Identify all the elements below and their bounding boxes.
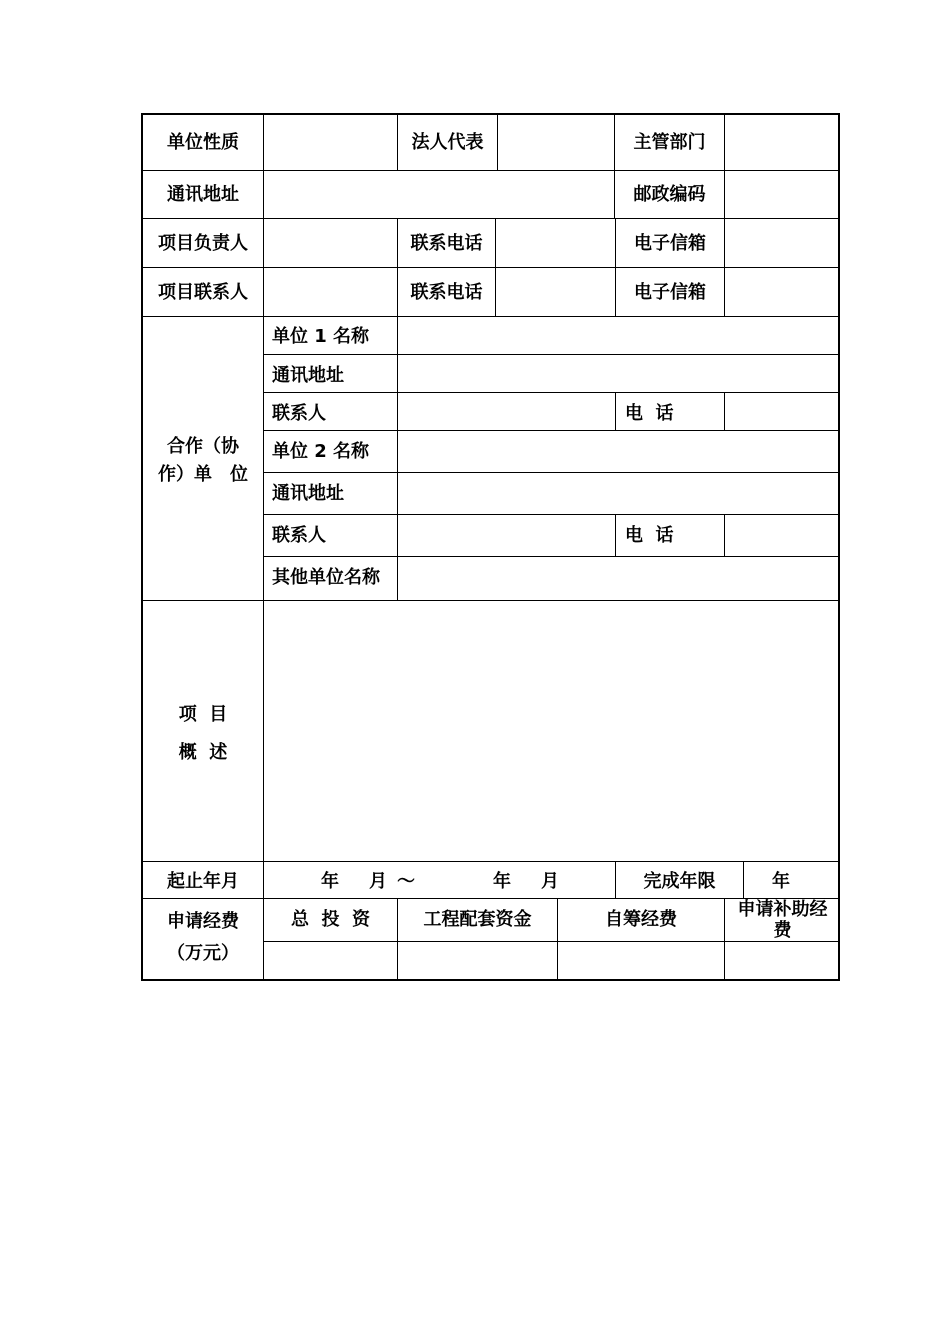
duration-field[interactable]	[744, 862, 840, 898]
total-investment-header: 总 投 资	[290, 909, 371, 930]
contact-label: 项目联系人	[158, 282, 248, 303]
coop-label-line2: 作）单 位	[158, 464, 248, 485]
project-application-form	[141, 113, 840, 981]
unit2-address-field[interactable]	[398, 473, 840, 514]
end-year-unit: 年	[493, 871, 511, 892]
matching-funds-header: 工程配套资金	[423, 909, 532, 930]
contact-email-field[interactable]	[725, 268, 840, 316]
address-field[interactable]	[264, 171, 614, 218]
unit1-name-field[interactable]	[398, 317, 840, 354]
leader-email-label: 电子信箱	[634, 233, 706, 254]
unit1-address-label: 通讯地址	[272, 365, 344, 386]
period-label: 起止年月	[167, 871, 239, 892]
matching-funds-field[interactable]	[398, 942, 557, 981]
postcode-field[interactable]	[725, 171, 840, 218]
duration-label: 完成年限	[643, 871, 716, 892]
end-month-unit: 月	[541, 871, 559, 892]
unit2-phone-field[interactable]	[725, 515, 840, 556]
other-units-field[interactable]	[398, 557, 840, 600]
unit1-address-field[interactable]	[398, 355, 840, 392]
period-tilde: ～	[397, 871, 415, 892]
funds-label-line2: （万元）	[167, 943, 239, 964]
leader-phone-label: 联系电话	[410, 233, 483, 254]
postcode-label: 邮政编码	[633, 184, 706, 205]
total-investment-field[interactable]	[264, 942, 397, 981]
unit1-name-label: 单位 1 名称	[272, 326, 370, 347]
subsidy-header-line2: 费	[773, 920, 792, 941]
unit-nature-label: 单位性质	[167, 132, 239, 153]
contact-field[interactable]	[264, 268, 397, 316]
summary-field[interactable]	[264, 601, 840, 861]
address-label: 通讯地址	[167, 184, 239, 205]
leader-label: 项目负责人	[158, 233, 248, 254]
self-raised-field[interactable]	[558, 942, 724, 981]
subsidy-header-line1: 申请补助经	[737, 899, 828, 920]
coop-label-line1: 合作（协	[167, 436, 239, 457]
start-month-unit: 月	[369, 871, 387, 892]
contact-email-label: 电子信箱	[634, 282, 706, 303]
duration-unit: 年	[772, 871, 790, 892]
subsidy-field[interactable]	[725, 942, 840, 981]
contact-phone-label: 联系电话	[410, 282, 483, 303]
self-raised-header: 自筹经费	[605, 909, 677, 930]
row-divider	[143, 898, 840, 899]
col-divider	[615, 514, 616, 556]
unit-nature-field[interactable]	[264, 115, 397, 170]
legal-rep-field[interactable]	[498, 115, 614, 170]
unit1-phone-label: 电 话	[625, 403, 674, 424]
period-field[interactable]	[264, 862, 615, 898]
legal-rep-label: 法人代表	[411, 132, 484, 153]
dept-label: 主管部门	[633, 132, 706, 153]
unit2-contact-field[interactable]	[398, 515, 615, 556]
dept-field[interactable]	[725, 115, 840, 170]
funds-label-line1: 申请经费	[167, 911, 239, 932]
other-units-label: 其他单位名称	[272, 567, 380, 588]
summary-label-line2: 概 述	[178, 742, 228, 763]
unit2-address-label: 通讯地址	[272, 483, 344, 504]
start-year-unit: 年	[321, 871, 339, 892]
leader-email-field[interactable]	[725, 219, 840, 267]
unit2-name-label: 单位 2 名称	[272, 441, 370, 462]
unit1-phone-field[interactable]	[725, 393, 840, 430]
col-divider	[615, 392, 616, 430]
summary-label-line1: 项 目	[178, 704, 228, 725]
unit2-phone-label: 电 话	[625, 525, 674, 546]
contact-phone-field[interactable]	[496, 268, 615, 316]
unit2-name-field[interactable]	[398, 431, 840, 472]
leader-phone-field[interactable]	[496, 219, 615, 267]
unit2-contact-label: 联系人	[272, 525, 326, 546]
unit1-contact-field[interactable]	[398, 393, 615, 430]
unit1-contact-label: 联系人	[272, 403, 326, 424]
leader-field[interactable]	[264, 219, 397, 267]
